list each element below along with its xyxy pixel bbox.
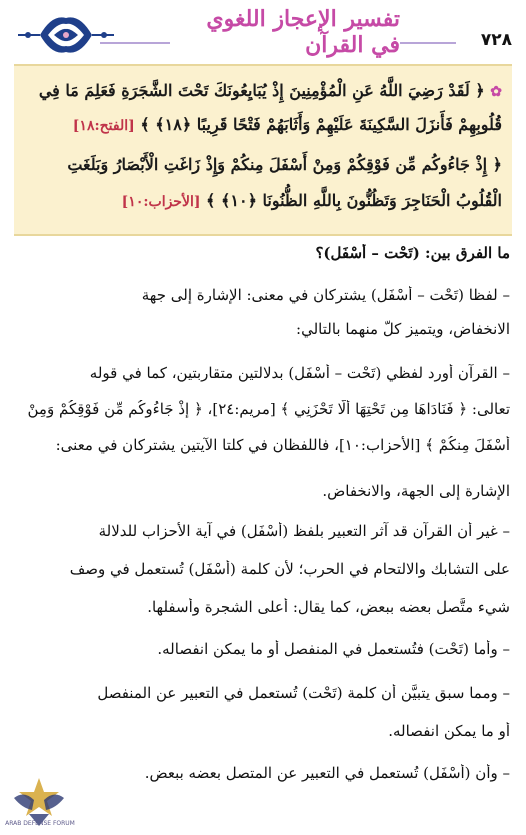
verse-line-1 [28,78,502,105]
paragraph-line: أَسْفَلَ مِنكُمْ ﴾ [الأحزاب:١٠]، فاللفظان في كلتا الآيتين يشتركان في معنى: [55,436,510,454]
paragraph-line: – غير أن القرآن قد آثر التعبير بلفظ (أَسْفَل) في آية الأحزاب للدلالة [98,522,510,540]
paragraph-line: – وأن (أَسْفَل) تُستعمل في التعبير عن المتصل بعضه ببعض. [144,764,510,782]
paragraph-line: – القرآن أورد لفظي (تَحْت – أَسْفَل) بدلالتين متقاربتين، كما في قوله [89,364,510,382]
quran-verses-box [14,64,512,236]
verse-line-4 [28,188,502,215]
question-heading: ما الفرق بين: (تَحْت – أَسْفَل)؟ [315,244,510,262]
verse-line-3 [28,152,502,178]
star-icon: ✿ [490,84,502,100]
verse-text: قُلُوبِهِمْ فَأَنزَلَ السَّكِينَةَ عَلَيْهِمْ وَأَثَابَهُمْ فَتْحًا قَرِيبًا ﴿١٨﴾ ﴾ [140,115,502,134]
verse-line-2 [28,112,502,139]
paragraph-line: أو ما يمكن انفصاله. [388,722,510,740]
paragraph-line: تعالى: ﴿ فَنَادَاهَا مِن تَحْتِهَا أَلَّا تَحْزَنِي ﴾ [مريم:٢٤]، ﴿ إِذْ جَاءُوكُم مِّن فَوْقِكُمْ وَمِنْ [27,400,510,418]
paragraph-line: – ومما سبق يتبيَّن أن كلمة (تَحْت) تُستعمل في التعبير عن المنفصل [97,684,510,702]
verse-text: ﴿ إِذْ جَاءُوكُم مِّن فَوْقِكُمْ وَمِنْ أَسْفَلَ مِنكُمْ وَإِذْ زَاغَتِ الْأَبْصَارُ وَبَلَغَتِ [67,155,502,174]
forum-logo-text: ARAB DEFENSE FORUM [5,820,75,827]
verse-reference: [الأحزاب:١٠] [121,194,201,210]
verse-reference: [الفتح:١٨] [72,118,135,134]
paragraph-line: الانخفاض، ويتميز كلٌّ منهما بالتالي: [296,320,510,338]
paragraph-line: – وأما (تَحْت) فتُستعمل في المنفصل أو ما يمكن انفصاله. [157,640,510,658]
paragraph-line: شيء متَّصل بعضه ببعض، كما يقال: أعلى الشجرة وأسفلها. [147,598,510,616]
verse-text: ﴿ لَقَدْ رَضِيَ اللَّهُ عَنِ الْمُؤْمِنِينَ إِذْ يُبَايِعُونَكَ تَحْتَ الشَّجَرَةِ فَعَلِمَ مَا فِي [38,81,485,100]
header-title-box [170,6,400,58]
page-number: ٧٢٨ [480,30,512,50]
verse-text: الْقُلُوبُ الْحَنَاجِرَ وَتَظُنُّونَ بِاللَّهِ الظُّنُونَا ﴿١٠﴾ ﴾ [206,191,502,210]
paragraph-line: على التشابك والالتحام في الحرب؛ لأن كلمة (أَسْفَل) تُستعمل في وصف [69,560,510,578]
paragraph-line: – لفظا (تَحْت – أَسْفَل) يشتركان في معنى: الإشارة إلى جهة [141,286,510,304]
book-title: تفسير الإعجاز اللغوي في القرآن [206,6,400,58]
page-header [0,0,526,62]
paragraph-line: الإشارة إلى الجهة، والانخفاض. [322,482,510,500]
ornament-icon [18,12,114,58]
